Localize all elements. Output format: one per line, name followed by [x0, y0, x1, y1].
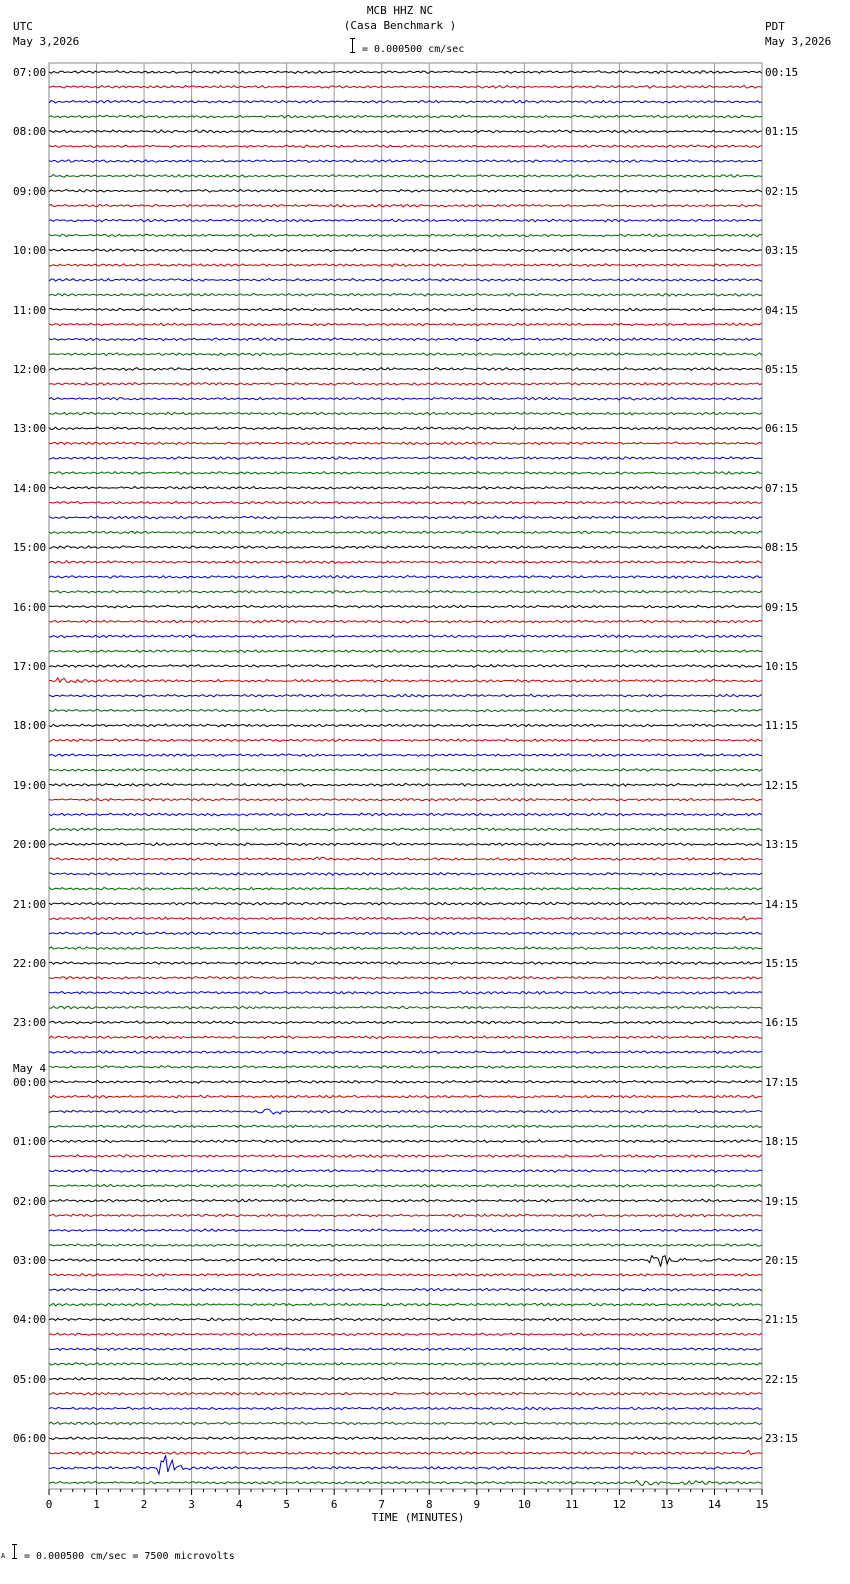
seismic-trace [49, 635, 762, 638]
seismic-trace [49, 1480, 762, 1485]
utc-hour-label: 18:00 [13, 719, 47, 733]
seismic-trace [49, 85, 762, 88]
seismic-trace [49, 976, 762, 979]
scale-label: = 0.000500 cm/sec [362, 44, 465, 55]
trace-group [49, 71, 762, 1486]
seismic-trace [49, 293, 762, 296]
seismic-trace [49, 1377, 762, 1380]
seismic-trace [49, 873, 762, 876]
x-axis-label: TIME (MINUTES) [371, 1511, 465, 1524]
x-tick-label: 9 [473, 1498, 481, 1511]
seismic-trace [49, 991, 762, 994]
x-tick-label: 8 [425, 1498, 433, 1511]
seismic-trace [49, 1125, 762, 1128]
utc-hour-label: 02:00 [13, 1194, 47, 1208]
seismic-trace [49, 115, 762, 118]
seismic-trace [49, 338, 762, 341]
utc-hour-label: 00:00 [13, 1075, 47, 1089]
seismic-trace [49, 1348, 762, 1351]
seismic-trace [49, 249, 762, 252]
seismic-trace [49, 397, 762, 400]
footer-scale-bar-icon [12, 1544, 17, 1559]
pdt-hour-label: 23:15 [765, 1432, 799, 1446]
seismic-trace [49, 204, 762, 207]
utc-hour-label: 16:00 [13, 600, 47, 614]
pdt-hour-label: 05:15 [765, 363, 799, 376]
utc-hour-label: 20:00 [13, 838, 47, 852]
seismic-trace [49, 1407, 762, 1410]
utc-hour-label: 01:00 [13, 1135, 47, 1149]
seismic-trace [49, 427, 762, 430]
pdt-hour-label: 03:15 [765, 244, 799, 258]
utc-hour-label: 22:00 [13, 957, 47, 970]
seismic-trace [49, 724, 762, 727]
pdt-hour-label: 09:15 [765, 600, 799, 614]
seismic-trace [49, 457, 762, 460]
x-tick-label: 6 [330, 1498, 338, 1511]
seismic-trace [49, 279, 762, 282]
station-title: MCB HHZ NC [366, 4, 434, 17]
x-tick-label: 11 [565, 1498, 579, 1511]
seismic-trace [49, 353, 762, 356]
seismic-trace [49, 916, 762, 920]
seismic-trace [49, 189, 762, 192]
x-tick-label: 7 [378, 1498, 386, 1511]
seismic-trace [49, 561, 762, 564]
pdt-zone-label: PDT [765, 20, 785, 33]
utc-hour-label: 19:00 [13, 778, 47, 792]
seismic-trace [49, 1095, 762, 1098]
seismic-trace [49, 678, 762, 683]
seismic-trace [49, 1036, 762, 1039]
seismic-trace [49, 813, 762, 816]
utc-hour-label: 08:00 [13, 125, 47, 139]
pdt-hour-label: 22:15 [765, 1372, 799, 1386]
pdt-hour-label: 14:15 [765, 897, 799, 911]
seismic-trace [49, 575, 762, 578]
seismic-trace [49, 1229, 762, 1232]
x-tick-label: 5 [283, 1498, 290, 1511]
x-tick-label: 13 [660, 1498, 674, 1511]
seismic-trace [49, 1256, 762, 1267]
seismic-trace [49, 1051, 762, 1054]
utc-hour-label: 11:00 [13, 303, 47, 317]
pdt-hour-label: 06:15 [765, 422, 799, 436]
utc-hour-label: 04:00 [13, 1313, 47, 1327]
seismic-trace [49, 1274, 762, 1277]
seismic-trace [49, 412, 762, 415]
seismic-trace [49, 1422, 762, 1425]
pdt-hour-label: 10:15 [765, 660, 799, 673]
utc-hour-label: 09:00 [13, 184, 47, 198]
pdt-hour-label: 00:15 [765, 66, 799, 79]
seismic-trace [49, 828, 762, 831]
utc-date-change-label: May 4 [13, 1061, 47, 1075]
seismic-trace [49, 1199, 762, 1202]
pdt-hour-label: 18:15 [765, 1135, 799, 1149]
utc-hour-label: 17:00 [13, 660, 47, 673]
seismic-trace [49, 368, 762, 371]
utc-hour-label: 06:00 [13, 1432, 47, 1446]
seismic-trace [49, 843, 762, 846]
seismic-trace [49, 1021, 762, 1024]
utc-hour-label: 03:00 [13, 1254, 47, 1267]
seismic-trace [49, 1363, 762, 1366]
footer-mark: A [1, 1552, 6, 1560]
seismic-trace [49, 308, 762, 311]
utc-hour-label: 05:00 [13, 1372, 47, 1386]
x-tick-label: 15 [755, 1498, 769, 1511]
seismic-trace [49, 531, 762, 534]
utc-hour-label: 21:00 [13, 897, 47, 911]
pdt-hour-label: 13:15 [765, 838, 799, 852]
seismic-trace [49, 1140, 762, 1143]
seismic-trace [49, 769, 762, 772]
pdt-hour-label: 15:15 [765, 957, 799, 970]
site-name: (Casa Benchmark ) [343, 19, 457, 32]
seismic-trace [49, 234, 762, 237]
seismic-trace [49, 947, 762, 950]
seismic-trace [49, 1244, 762, 1247]
seismic-trace [49, 1170, 762, 1173]
seismic-trace [49, 472, 762, 475]
seismic-trace [49, 754, 762, 757]
seismic-trace [49, 1392, 762, 1395]
pdt-hour-label: 01:15 [765, 125, 799, 139]
x-tick-label: 2 [140, 1498, 148, 1511]
utc-hour-label: 07:00 [13, 66, 47, 79]
seismic-trace [49, 323, 762, 326]
pdt-hour-label: 21:15 [765, 1313, 799, 1327]
pdt-hour-label: 17:15 [765, 1075, 799, 1089]
seismic-trace [49, 1303, 762, 1306]
utc-hour-label: 15:00 [13, 541, 47, 555]
seismic-trace [49, 1288, 762, 1291]
seismic-trace [49, 264, 762, 267]
seismic-trace [49, 1080, 762, 1083]
seismic-trace [49, 546, 762, 549]
seismic-trace [49, 694, 762, 697]
seismic-trace [49, 1066, 762, 1069]
x-tick-label: 14 [707, 1498, 722, 1511]
seismic-trace [49, 932, 762, 935]
pdt-hour-label: 11:15 [765, 719, 799, 733]
pdt-hour-label: 04:15 [765, 303, 799, 317]
pdt-hour-label: 20:15 [765, 1254, 799, 1267]
pdt-hour-label: 12:15 [765, 778, 799, 792]
x-tick-label: 1 [93, 1498, 100, 1511]
seismic-trace [49, 605, 762, 608]
seismic-trace [49, 902, 762, 905]
seismic-trace [49, 1155, 762, 1158]
utc-hour-label: 23:00 [13, 1016, 47, 1030]
pdt-hour-label: 08:15 [765, 541, 799, 555]
seismic-trace [49, 516, 762, 519]
time-axis [49, 1489, 762, 1495]
pdt-hour-label: 16:15 [765, 1016, 799, 1030]
x-tick-label: 12 [612, 1498, 627, 1511]
pdt-hour-label: 02:15 [765, 184, 799, 198]
seismic-trace [49, 1184, 762, 1187]
seismic-trace [49, 709, 762, 712]
seismic-trace [49, 174, 762, 177]
seismic-trace [49, 71, 762, 74]
x-tick-label: 4 [235, 1498, 243, 1511]
utc-hour-label: 14:00 [13, 481, 47, 495]
seismic-trace [49, 739, 762, 742]
seismic-trace [49, 100, 762, 103]
utc-hour-label: 13:00 [13, 422, 47, 436]
x-tick-label: 0 [45, 1498, 53, 1511]
seismic-trace [49, 145, 762, 148]
seismic-trace [49, 620, 762, 623]
seismic-trace [49, 650, 762, 653]
seismic-trace [49, 486, 762, 489]
seismic-trace [49, 219, 762, 222]
seismic-trace [49, 783, 762, 786]
seismic-trace [49, 160, 762, 163]
utc-date-label: May 3,2026 [13, 35, 80, 48]
utc-hour-label: 10:00 [13, 244, 47, 258]
pdt-hour-label: 19:15 [765, 1194, 799, 1208]
pdt-date-label: May 3,2026 [765, 35, 832, 48]
seismic-trace [49, 382, 762, 385]
seismic-trace [49, 962, 762, 965]
seismic-trace [49, 665, 762, 668]
seismic-trace [49, 1006, 762, 1009]
seismic-trace [49, 130, 762, 133]
seismic-trace [49, 1450, 762, 1454]
seismic-trace [49, 1318, 762, 1321]
seismic-trace [49, 1109, 762, 1114]
seismic-trace [49, 887, 762, 890]
seismic-trace [49, 1214, 762, 1217]
seismic-trace [49, 590, 762, 593]
utc-zone-label: UTC [13, 20, 33, 33]
seismic-trace [49, 1333, 762, 1336]
x-tick-label: 3 [188, 1498, 195, 1511]
seismic-trace [49, 442, 762, 445]
footer-scale-label: = 0.000500 cm/sec = 7500 microvolts [24, 1551, 235, 1562]
seismic-trace [49, 798, 762, 801]
seismic-trace [49, 857, 762, 860]
pdt-hour-label: 07:15 [765, 481, 799, 495]
utc-hour-label: 12:00 [13, 363, 47, 376]
seismic-trace [49, 1455, 762, 1474]
seismic-trace [49, 1437, 762, 1440]
seismic-trace [49, 501, 762, 504]
x-tick-label: 10 [517, 1498, 531, 1511]
